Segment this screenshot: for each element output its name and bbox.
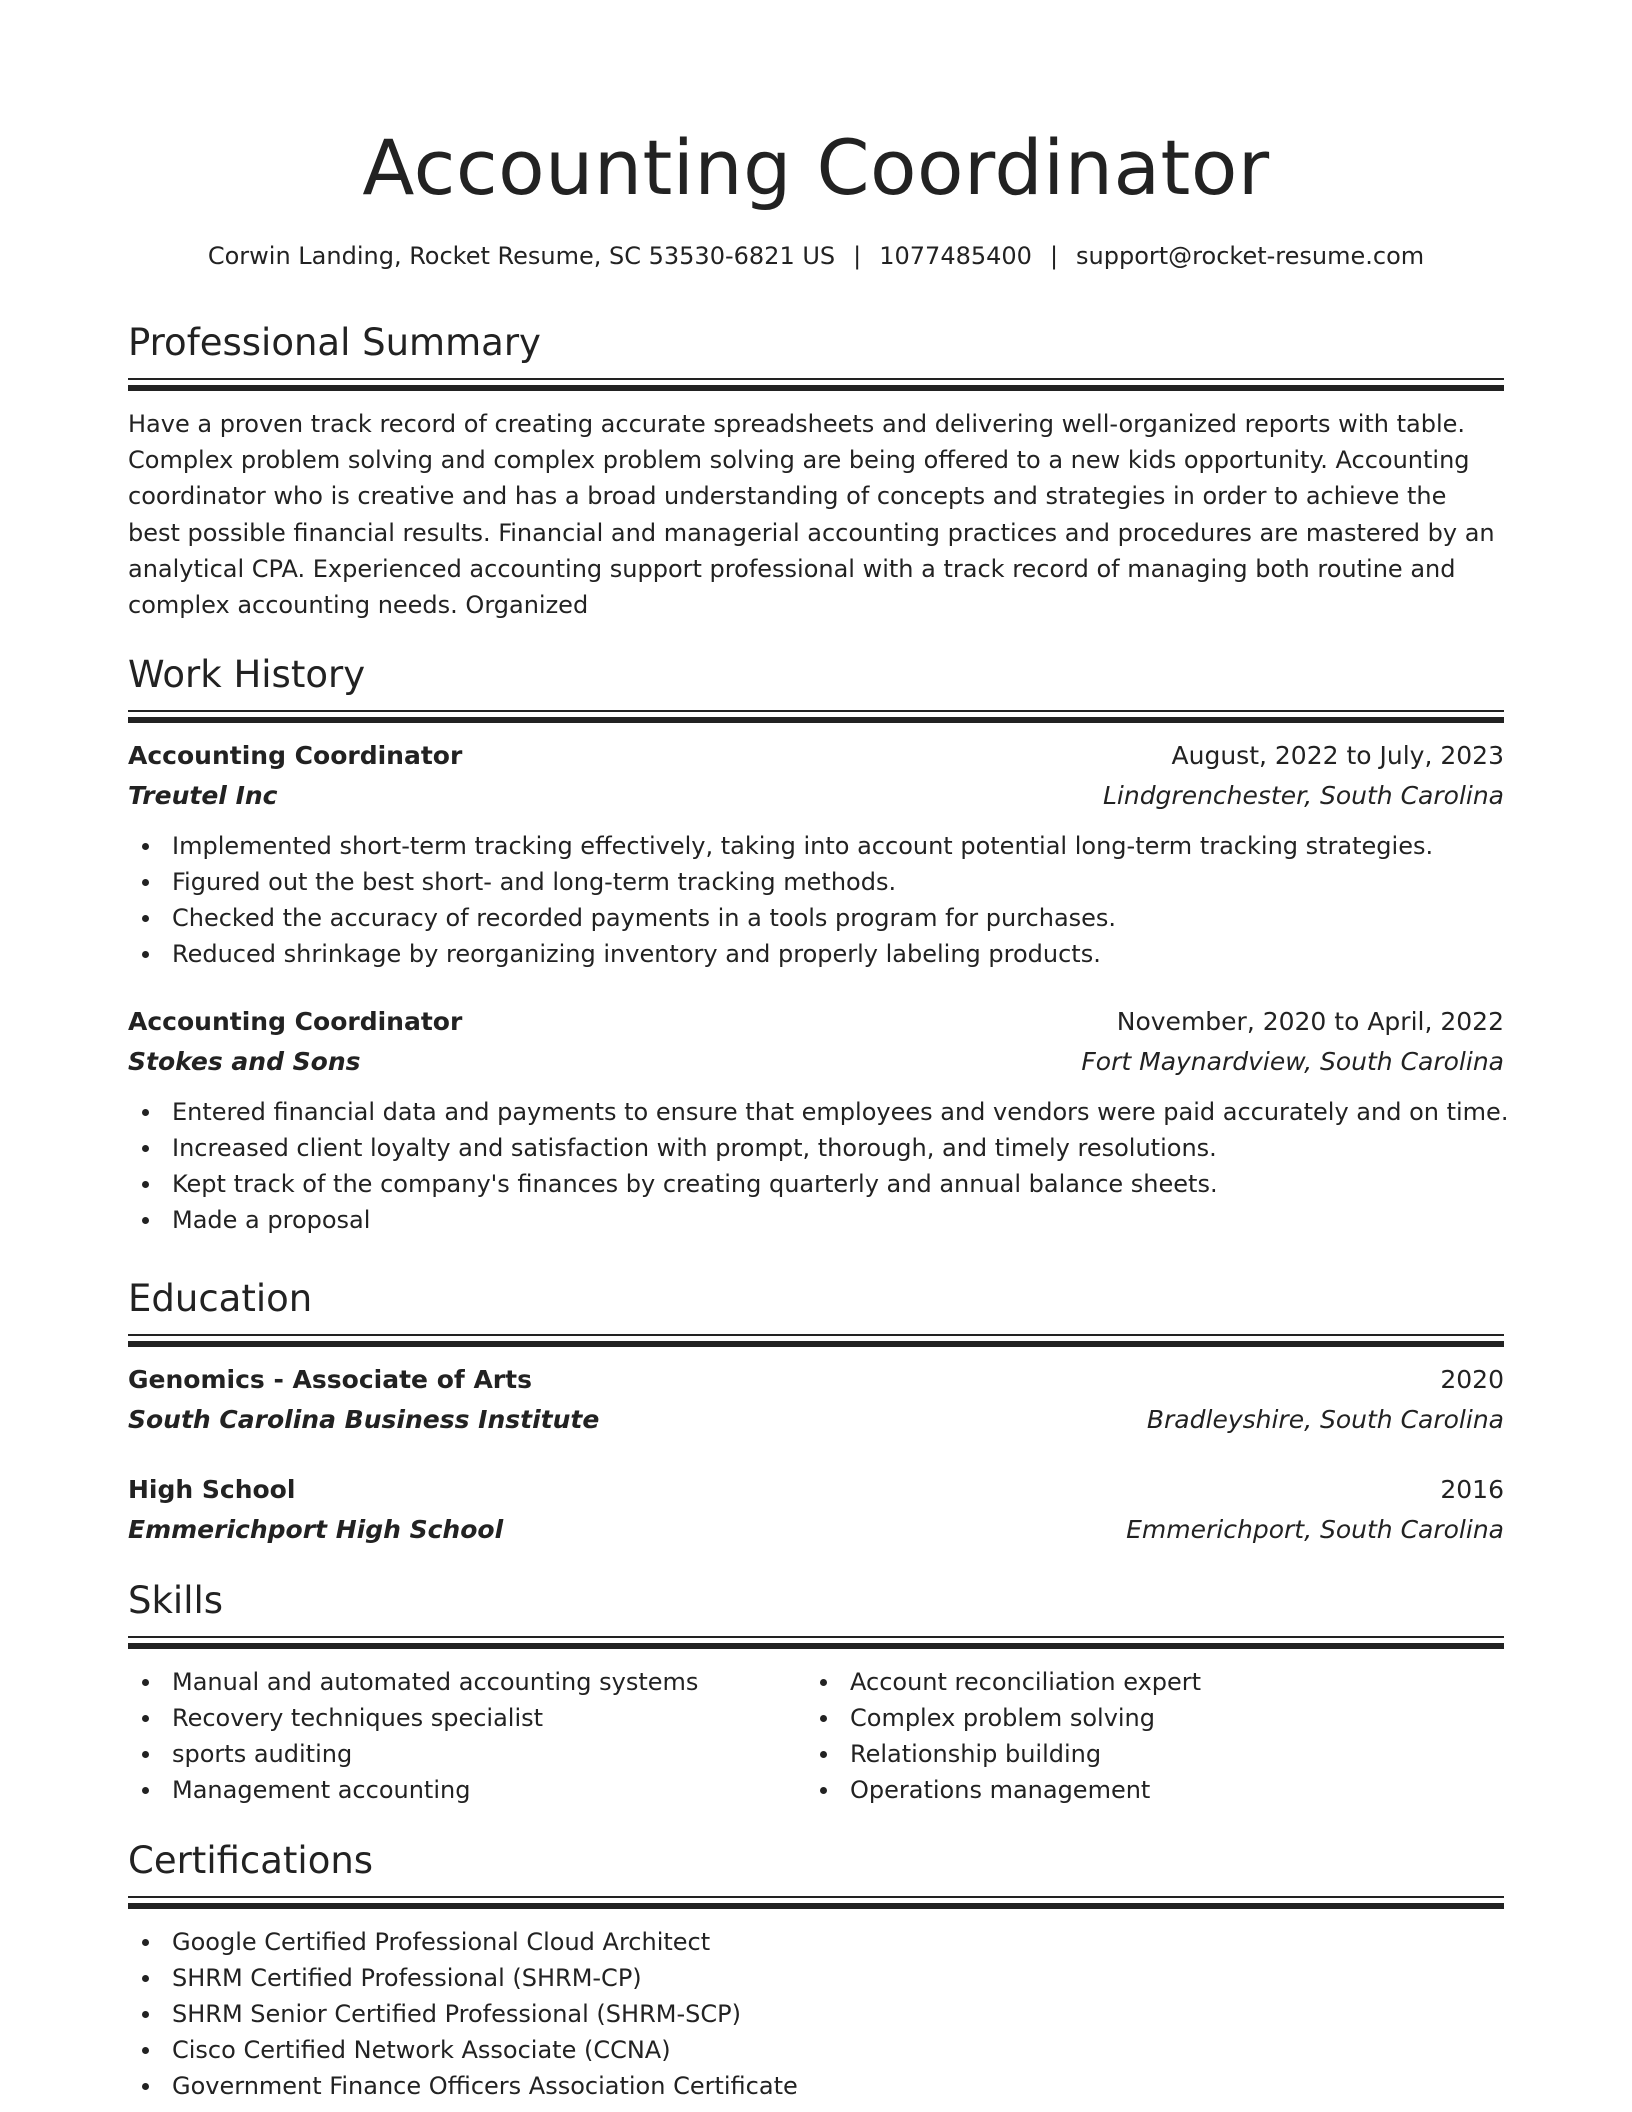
education-location: Bradleyshire, South Carolina	[1146, 1405, 1504, 1434]
education-degree: High School	[128, 1475, 296, 1504]
education-entry	[128, 1360, 1504, 1440]
contact-separator: |	[1049, 242, 1059, 270]
list-item: SHRM Senior Certified Professional (SHRM-SCP)	[128, 1996, 1504, 2032]
section-divider	[128, 378, 1504, 392]
list-item: Complex problem solving	[806, 1700, 1201, 1736]
list-item: Government Finance Officers Association Certificate	[128, 2068, 1504, 2104]
list-item: SHRM Certified Professional (SHRM-CP)	[128, 1960, 1504, 1996]
contact-address: Corwin Landing, Rocket Resume, SC 53530-6821 US	[207, 242, 836, 270]
resume-title: Accounting Coordinator	[362, 123, 1270, 212]
summary-text: Have a proven track record of creating accurate spreadsheets and delivering well-organized reports with table. Complex problem solving and complex problem solving are being offered to a new kids opportunity. Accounting coordinator who is creative and has a broad understanding of concepts and strategies in order to achieve the best possible financial results. Financial and managerial accounting practices and procedures are mastered by an analytical CPA. Experienced accounting support professional with a track record of managing both routine and complex accounting needs. Organized	[128, 410, 1495, 620]
list-item: Management accounting	[128, 1772, 698, 1808]
education-school: South Carolina Business Institute	[128, 1405, 600, 1434]
list-item: Account reconciliation expert	[806, 1664, 1201, 1700]
certifications-list	[128, 1924, 1504, 2104]
section-divider	[128, 710, 1504, 724]
job-entry	[128, 736, 1504, 972]
job-dates: November, 2020 to April, 2022	[1116, 1007, 1504, 1036]
skills-list-left	[128, 1664, 698, 1808]
list-item: Manual and automated accounting systems	[128, 1664, 698, 1700]
contact-line	[128, 238, 1504, 274]
list-item: Entered financial data and payments to ensure that employees and vendors were paid accurately and on time.	[128, 1094, 1504, 1130]
list-item: Google Certified Professional Cloud Architect	[128, 1924, 1504, 1960]
section-heading-summary: Professional Summary	[128, 321, 541, 364]
job-bullets	[128, 1094, 1509, 1238]
list-item: Checked the accuracy of recorded payments in a tools program for purchases.	[128, 900, 1504, 936]
job-title: Accounting Coordinator	[128, 741, 463, 770]
job-location: Fort Maynardview, South Carolina	[1081, 1047, 1504, 1076]
education-year: 2020	[1440, 1365, 1504, 1394]
section-heading-skills: Skills	[128, 1579, 224, 1622]
certifications-section	[128, 1836, 1504, 2104]
education-entry	[128, 1470, 1504, 1550]
job-bullets	[128, 828, 1504, 972]
section-divider	[128, 1334, 1504, 1348]
job-dates: August, 2022 to July, 2023	[1171, 741, 1504, 770]
work-history-section	[128, 650, 1509, 1238]
contact-email: support@rocket-resume.com	[1076, 242, 1425, 270]
list-item: Figured out the best short- and long-term tracking methods.	[128, 864, 1504, 900]
list-item: Relationship building	[806, 1736, 1201, 1772]
contact-separator: |	[853, 242, 862, 270]
section-heading-work-history: Work History	[128, 653, 366, 696]
list-item: Reduced shrinkage by reorganizing inventory and properly labeling products.	[128, 936, 1504, 972]
section-heading-education: Education	[128, 1277, 313, 1320]
job-company: Stokes and Sons	[128, 1047, 361, 1076]
summary-section	[128, 318, 1504, 623]
skills-list-right	[806, 1664, 1201, 1808]
education-school: Emmerichport High School	[128, 1515, 504, 1544]
education-degree: Genomics - Associate of Arts	[128, 1365, 532, 1394]
list-item: Increased client loyalty and satisfaction with prompt, thorough, and timely resolutions.	[128, 1130, 1504, 1166]
education-section	[128, 1274, 1504, 1550]
job-entry	[128, 1002, 1509, 1238]
section-divider	[128, 1636, 1504, 1650]
list-item: Cisco Certified Network Associate (CCNA)	[128, 2032, 1504, 2068]
section-heading-certifications: Certifications	[128, 1839, 374, 1882]
list-item: sports auditing	[128, 1736, 698, 1772]
list-item: Kept track of the company's finances by creating quarterly and annual balance sheets.	[128, 1166, 1504, 1202]
skills-section	[128, 1576, 1504, 1814]
list-item: Made a proposal	[128, 1202, 1504, 1238]
job-location: Lindgrenchester, South Carolina	[1102, 781, 1504, 810]
contact-phone: 1077485400	[879, 242, 1032, 270]
list-item: Implemented short-term tracking effectively, taking into account potential long-term tracking strategies.	[128, 828, 1504, 864]
job-title: Accounting Coordinator	[128, 1007, 463, 1036]
education-location: Emmerichport, South Carolina	[1126, 1515, 1504, 1544]
education-year: 2016	[1440, 1475, 1504, 1504]
list-item: Operations management	[806, 1772, 1201, 1808]
job-company: Treutel Inc	[128, 781, 278, 810]
section-divider	[128, 1896, 1504, 1910]
list-item: Recovery techniques specialist	[128, 1700, 698, 1736]
